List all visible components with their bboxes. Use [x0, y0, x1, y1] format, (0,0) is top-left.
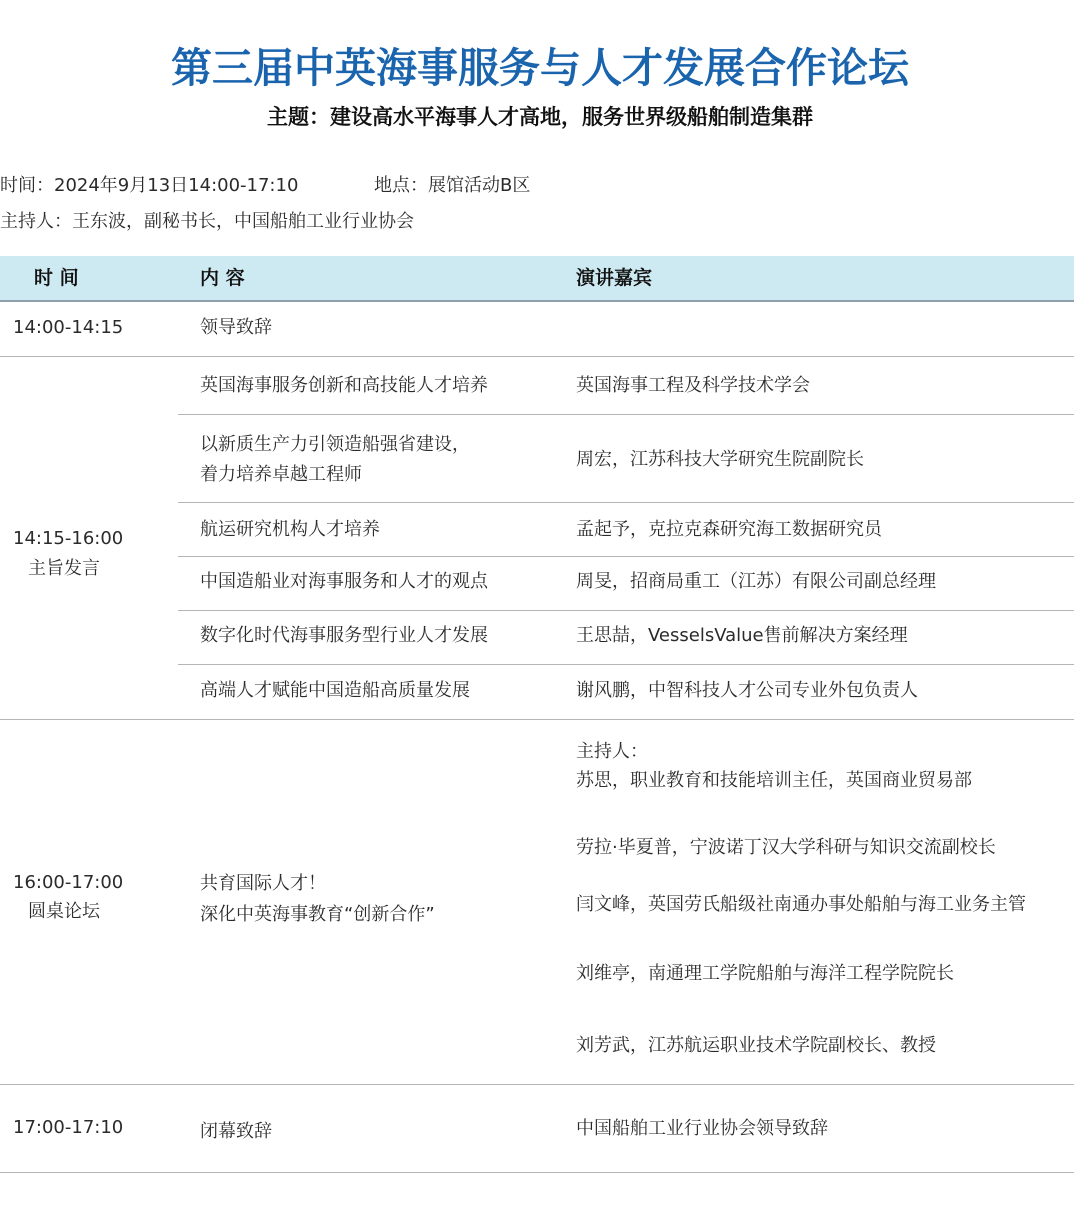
panelist: 刘维亭，南通理工学院船舶与海洋工程学院院长	[576, 963, 954, 984]
roundtable-content: 共育国际人才！	[200, 873, 326, 894]
keynote-speaker: 周旻，招商局重工（江苏）有限公司副总经理	[576, 571, 936, 592]
roundtable-content-line2: 深化中英海事教育“创新合作”	[200, 904, 435, 925]
closing-content: 闭幕致辞	[200, 1121, 272, 1142]
event-location: 地点：展馆活动B区	[374, 175, 531, 196]
closing-speaker: 中国船舶工业行业协会领导致辞	[576, 1118, 828, 1139]
row-divider	[178, 502, 1074, 503]
keynote-speaker: 王思喆，VesselsValue售前解决方案经理	[576, 625, 908, 646]
keynote-content-line2: 着力培养卓越工程师	[200, 464, 362, 485]
keynote-label: 主旨发言	[28, 558, 100, 579]
moderator-label: 主持人：	[576, 741, 648, 762]
row-divider	[0, 1084, 1074, 1085]
header-speaker: 演讲嘉宾	[576, 267, 653, 289]
header-time: 时 间	[34, 267, 79, 289]
panelist: 刘芳武，江苏航运职业技术学院副校长、教授	[576, 1035, 936, 1056]
opening-time: 14:00-14:15	[13, 317, 124, 338]
row-divider	[178, 664, 1074, 665]
roundtable-label: 圆桌论坛	[28, 901, 100, 922]
keynote-content: 中国造船业对海事服务和人才的观点	[200, 571, 488, 592]
keynote-content: 以新质生产力引领造船强省建设，	[200, 434, 470, 455]
keynote-time: 14:15-16:00	[13, 528, 124, 549]
keynote-speaker: 英国海事工程及科学技术学会	[576, 375, 810, 396]
keynote-content: 航运研究机构人才培养	[200, 519, 380, 540]
event-host: 主持人：王东波，副秘书长，中国船舶工业行业协会	[0, 211, 414, 232]
keynote-content: 数字化时代海事服务型行业人才发展	[200, 625, 488, 646]
header-content: 内 容	[200, 267, 245, 289]
panelist: 苏思，职业教育和技能培训主任，英国商业贸易部	[576, 770, 972, 791]
row-divider	[178, 556, 1074, 557]
roundtable-time: 16:00-17:00	[13, 872, 124, 893]
keynote-content: 英国海事服务创新和高技能人才培养	[200, 375, 488, 396]
opening-content: 领导致辞	[200, 317, 272, 338]
row-divider	[0, 1172, 1074, 1173]
keynote-speaker: 周宏，江苏科技大学研究生院副院长	[576, 449, 864, 470]
row-divider	[0, 719, 1074, 720]
event-time: 时间：2024年9月13日14:00-17:10	[0, 175, 299, 196]
panelist: 劳拉·毕夏普，宁波诺丁汉大学科研与知识交流副校长	[576, 837, 996, 858]
row-divider	[178, 414, 1074, 415]
panelist: 闫文峰，英国劳氏船级社南通办事处船舶与海工业务主管	[576, 894, 1026, 915]
row-divider	[0, 356, 1074, 357]
closing-time: 17:00-17:10	[13, 1117, 124, 1138]
row-divider	[178, 610, 1074, 611]
keynote-content: 高端人才赋能中国造船高质量发展	[200, 680, 470, 701]
keynote-speaker: 谢风鹏，中智科技人才公司专业外包负责人	[576, 680, 918, 701]
forum-title: 第三届中英海事服务与人才发展合作论坛	[171, 44, 909, 92]
table-header	[0, 256, 1074, 302]
forum-theme: 主题：建设高水平海事人才高地，服务世界级船舶制造集群	[267, 105, 813, 129]
keynote-speaker: 孟起予，克拉克森研究海工数据研究员	[576, 519, 882, 540]
